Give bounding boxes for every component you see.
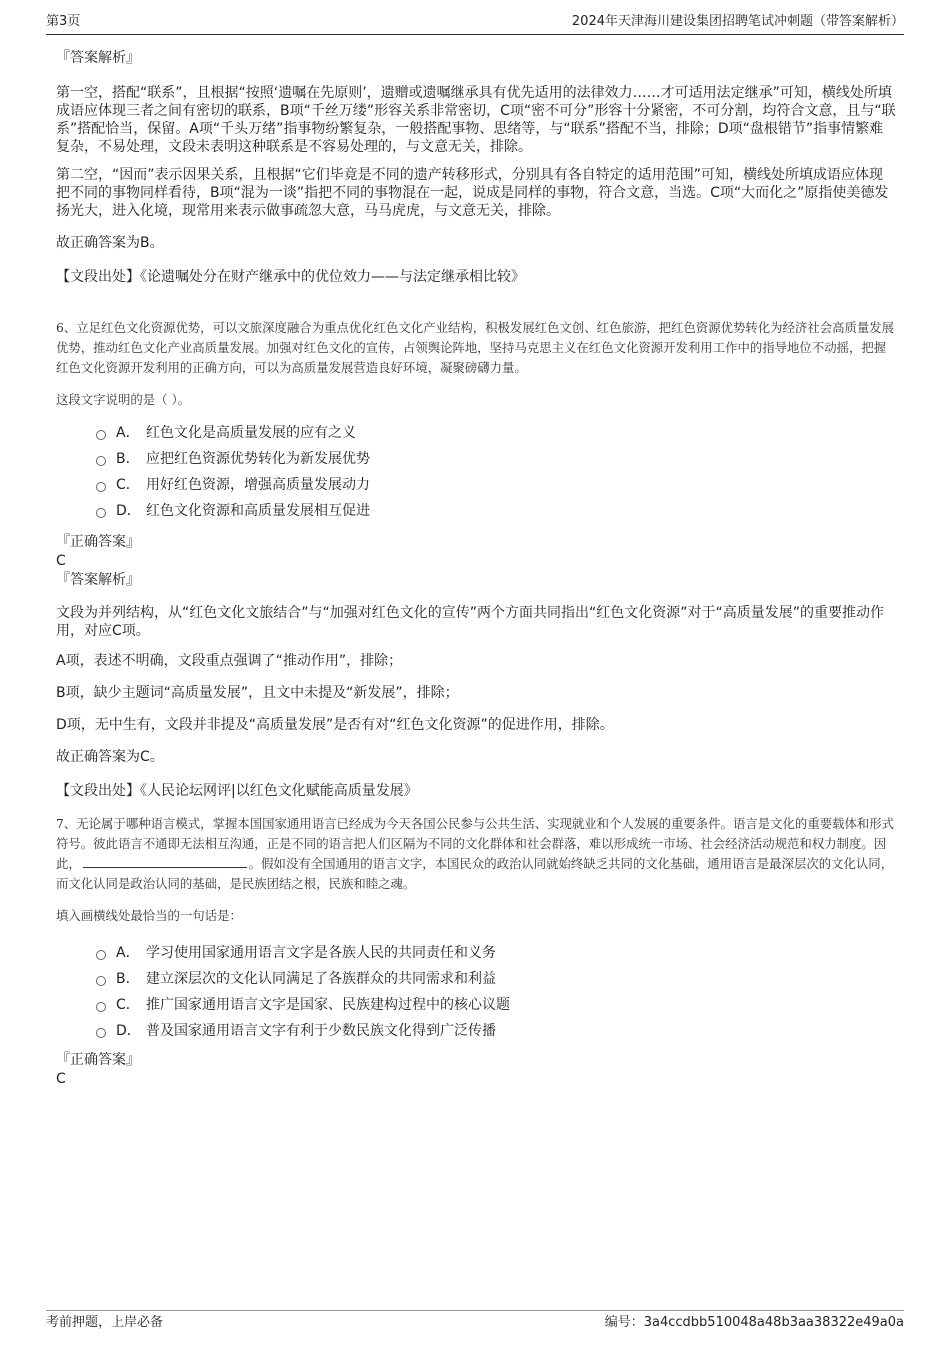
q7-option-b[interactable]: B． 建立深层次的文化认同满足了各族群众的共同需求和利益 xyxy=(96,966,896,992)
document-body xyxy=(56,44,896,1088)
page-footer xyxy=(46,1310,904,1333)
q6-source: 【文段出处】《人民论坛网评|以红色文化赋能高质量发展》 xyxy=(56,783,418,799)
q7-answer: C xyxy=(56,1071,66,1087)
q7-stem: 7、无论属于哪种语言模式，掌握本国国家通用语言已经成为今天各国公民参与公共生活、实现就业和个人发展的重要条件。语言是文化的重要载体和形式符号。彼此语言不通即无法相互沟通，正是不同的语言把人们区隔为不同的文化群体和社会群落，难以形成统一市场、社会经济活动规范和权力制度。因此， 。假如没有全国通用的语言文字，本国民众的政治认同就始终缺乏共同的文化基础，通用语言是最深层次的文化认同，而文化认同是政治认同的基础，是民族团结之根，民族和睦之魂。 xyxy=(56,816,895,891)
q7-answer-heading: 『正确答案』 xyxy=(56,1052,140,1068)
radio-icon[interactable] xyxy=(96,430,106,440)
q6-option-d[interactable]: D． 红色文化资源和高质量发展相互促进 xyxy=(96,498,896,524)
q5-analysis-heading: 『答案解析』 xyxy=(56,50,140,66)
q6-analysis-heading: 『答案解析』 xyxy=(56,572,140,588)
q5-conclusion: 故正确答案为B。 xyxy=(56,235,164,251)
q5-source: 【文段出处】《论遗嘱处分在财产继承中的优位效力——与法定继承相比较》 xyxy=(56,269,525,285)
q7-option-d[interactable]: D． 普及国家通用语言文字有利于少数民族文化得到广泛传播 xyxy=(96,1018,896,1044)
q6-answer: C xyxy=(56,553,66,569)
q6-stem: 6、立足红色文化资源优势，可以文旅深度融合为重点优化红色文化产业结构，积极发展红色文创、红色旅游，把红色资源优势转化为经济社会高质量发展优势，推动红色文化产业高质量发展。加强对红色文化的宣传，占领舆论阵地，坚持马克思主义在红色文化资源开发利用工作中的指导地位不动摇，把握红色文化资源开发利用的正确方向，可以为高质量发展营造良好环境，凝聚磅礴力量。 xyxy=(56,320,895,375)
radio-icon[interactable] xyxy=(96,1028,106,1038)
radio-icon[interactable] xyxy=(96,456,106,466)
document-title: 2024年天津海川建设集团招聘笔试冲刺题（带答案解析） xyxy=(571,14,904,29)
q6-option-a[interactable]: A． 红色文化是高质量发展的应有之义 xyxy=(96,420,896,446)
page-number: 第3页 xyxy=(46,14,81,29)
q5-analysis-paragraph-2: 第二空，“因而”表示因果关系，且根据“它们毕竟是不同的遗产转移形式，分别具有各自特定的适用范围”可知，横线处所填成语应体现把不同的事物同样看待，B项“混为一谈”指把不同的事物混在一起，说成是同样的事物，符合文意，当选。C项“大而化之”原指使美德发扬光大，进入化境，现常用来表示做事疏忽大意，马马虎虎，与文意无关，排除。 xyxy=(56,167,889,219)
q6-prompt: 这段文字说明的是（ ）。 xyxy=(56,392,191,407)
q6-analysis-option-d: D项，无中生有，文段并非提及“高质量发展”是否有对“红色文化资源”的促进作用，排除。 xyxy=(56,717,614,733)
q7-prompt: 填入画横线处最恰当的一句话是： xyxy=(56,908,242,923)
q6-conclusion: 故正确答案为C。 xyxy=(56,749,164,765)
radio-icon[interactable] xyxy=(96,976,106,986)
page-header xyxy=(46,12,904,35)
radio-icon[interactable] xyxy=(96,508,106,518)
radio-icon[interactable] xyxy=(96,950,106,960)
radio-icon[interactable] xyxy=(96,1002,106,1012)
q7-options xyxy=(56,940,896,1044)
q6-option-b[interactable]: B． 应把红色资源优势转化为新发展优势 xyxy=(96,446,896,472)
q5-analysis-paragraph-1: 第一空，搭配“联系”，且根据“按照‘遗嘱在先原则’，遗赠或遗嘱继承具有优先适用的法律效力……才可适用法定继承”可知，横线处所填成语应体现三者之间有密切的联系，B项“千丝万缕”形容关系非常密切，C项“密不可分”形容十分紧密，不可分割，均符合文意，且与“联系”搭配恰当，保留。A项“千头万绪”指事物纷繁复杂，一般搭配事物、思绪等，与“联系”搭配不当，排除；D项“盘根错节”指事情繁难复杂，不易处理，文段未表明这种联系是不容易处理的，与文意无关，排除。 xyxy=(56,85,896,155)
q6-options xyxy=(56,420,896,524)
q6-answer-heading: 『正确答案』 xyxy=(56,534,140,550)
q6-option-c[interactable]: C． 用好红色资源，增强高质量发展动力 xyxy=(96,472,896,498)
radio-icon[interactable] xyxy=(96,482,106,492)
document-id: 编号：3a4ccdbb510048a48b3aa38322e49a0a xyxy=(604,1315,904,1330)
q7-option-a[interactable]: A． 学习使用国家通用语言文字是各族人民的共同责任和义务 xyxy=(96,940,896,966)
q6-analysis-option-a: A项，表述不明确，文段重点强调了“推动作用”，排除； xyxy=(56,653,403,669)
fill-in-blank xyxy=(83,855,247,868)
q6-analysis-paragraph-1: 文段为并列结构，从“红色文化文旅结合”与“加强对红色文化的宣传”两个方面共同指出“红色文化资源”对于“高质量发展”的重要推动作用，对应C项。 xyxy=(56,605,885,639)
q6-analysis-option-b: B项，缺少主题词“高质量发展”，且文中未提及“新发展”，排除； xyxy=(56,685,459,701)
q7-option-c[interactable]: C． 推广国家通用语言文字是国家、民族建构过程中的核心议题 xyxy=(96,992,896,1018)
footer-slogan: 考前押题，上岸必备 xyxy=(46,1315,164,1330)
